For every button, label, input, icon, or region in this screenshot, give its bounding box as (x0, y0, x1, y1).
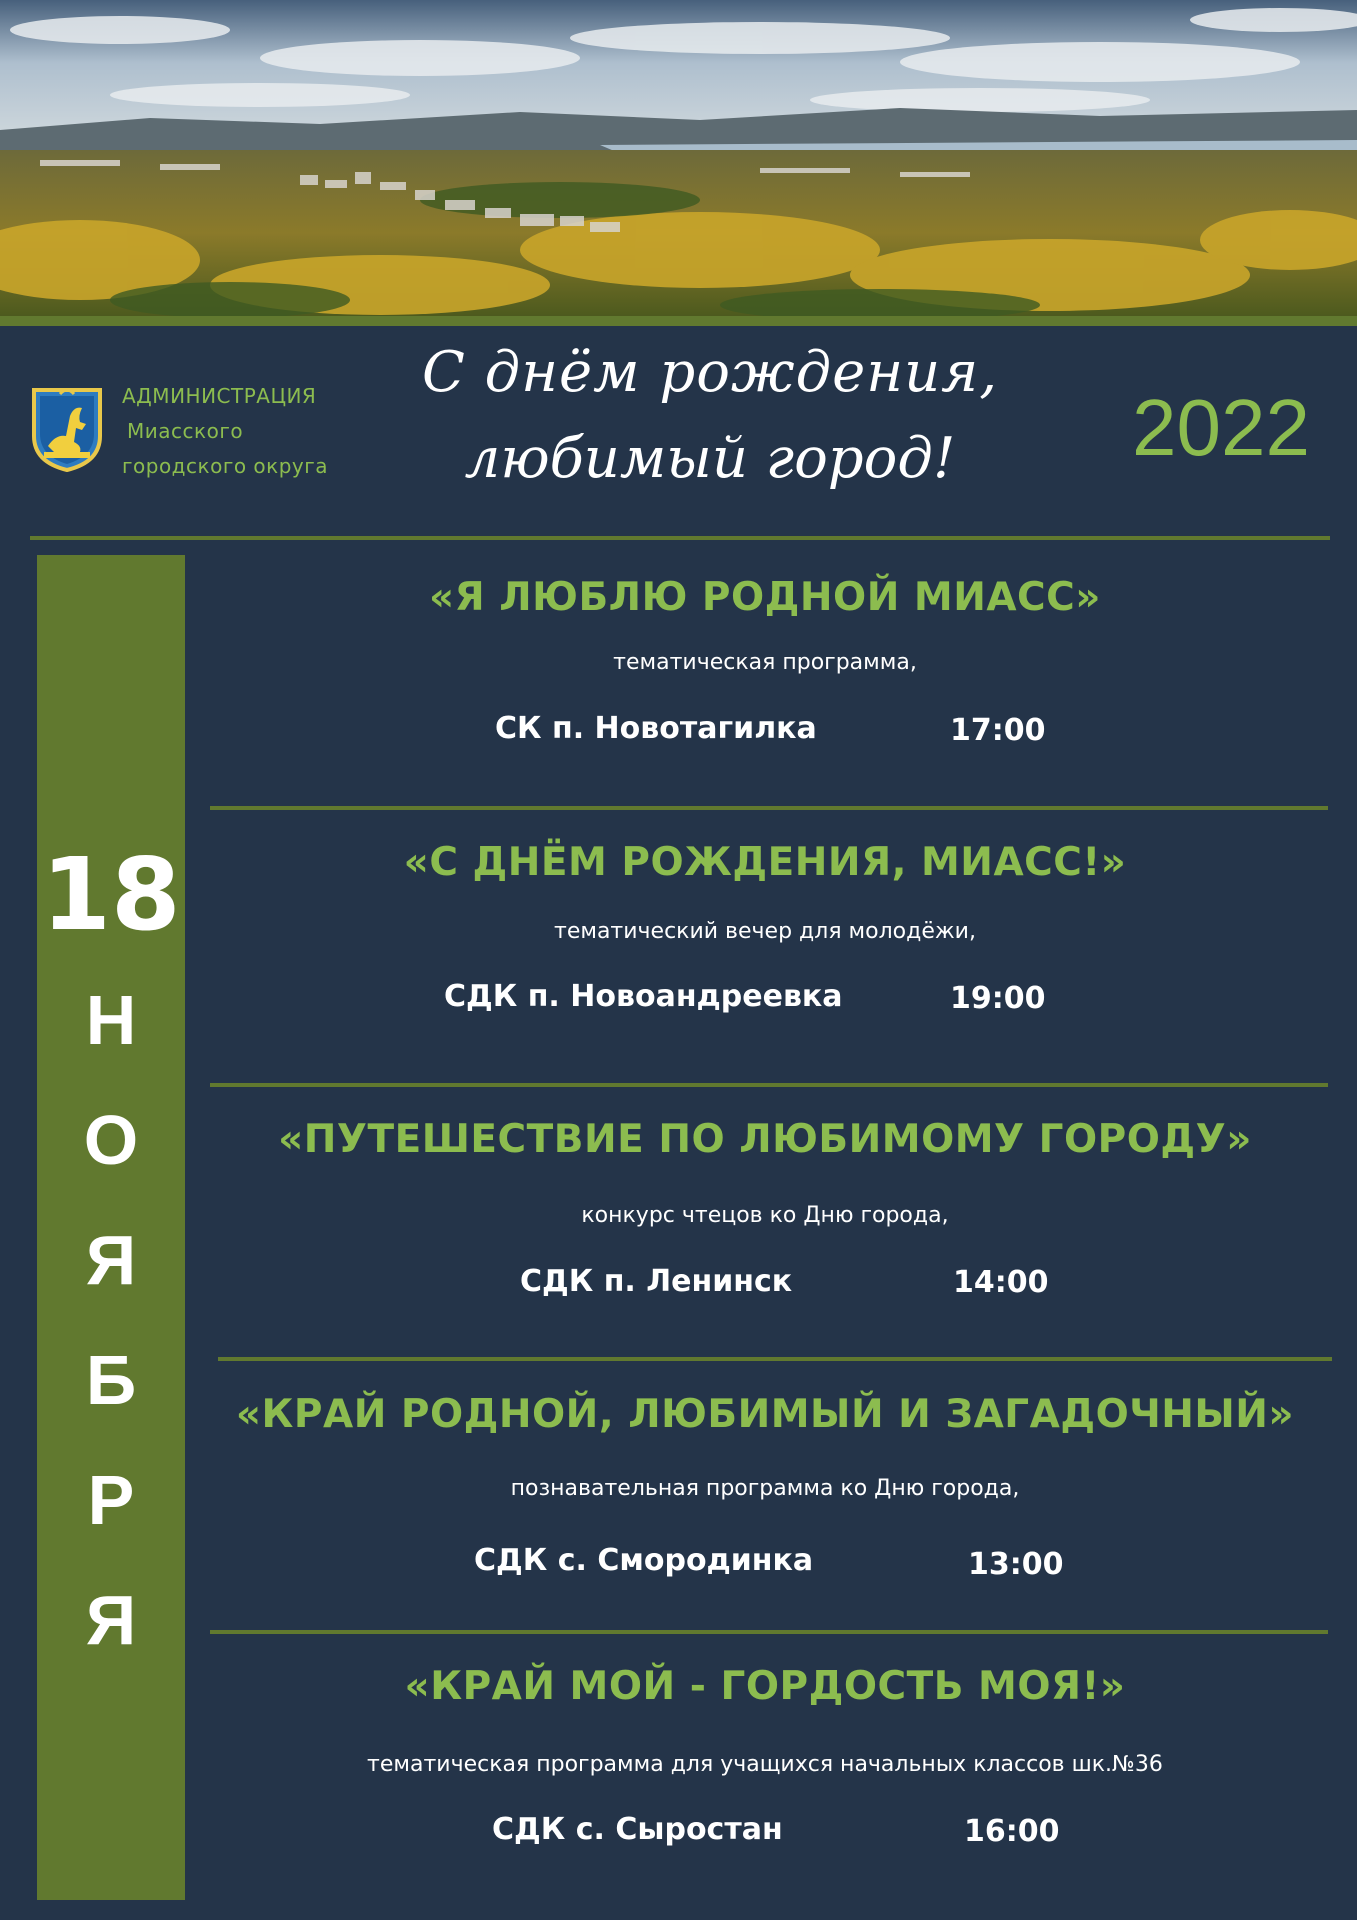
year: 2022 (1132, 383, 1310, 472)
event-divider (218, 1357, 1332, 1361)
event-time: 16:00 (964, 1814, 1060, 1849)
city-coat-of-arms-icon (30, 386, 104, 472)
event-title: «КРАЙ МОЙ - ГОРДОСТЬ МОЯ!» (404, 1664, 1126, 1709)
event-venue: СДК п. Ленинск (520, 1264, 793, 1299)
greeting-line: С днём рождения, (421, 340, 999, 405)
event-time: 19:00 (950, 981, 1046, 1016)
month-letter: Я (85, 1581, 137, 1659)
month-letter: Б (85, 1341, 137, 1419)
event-description: тематическая программа, (613, 650, 917, 675)
event-description: познавательная программа ко Дню города, (510, 1476, 1020, 1501)
landscape-photo (0, 0, 1357, 316)
event-title: «С ДНЁМ РОЖДЕНИЯ, МИАСС!» (403, 840, 1127, 885)
org-name-line: городского округа (122, 454, 329, 478)
event-time: 13:00 (968, 1547, 1064, 1582)
org-name-line: Миасского (127, 419, 244, 443)
header-divider (30, 536, 1330, 540)
event-venue: СДК с. Сыростан (492, 1812, 783, 1847)
event-title: «КРАЙ РОДНОЙ, ЛЮБИМЫЙ И ЗАГАДОЧНЫЙ» (235, 1392, 1295, 1437)
event-venue: СДК с. Смородинка (474, 1543, 814, 1578)
event-time: 17:00 (950, 713, 1046, 748)
month-letter: Р (87, 1461, 135, 1539)
event-divider (210, 806, 1328, 810)
header (0, 326, 1357, 536)
month-letter: Я (85, 1221, 137, 1299)
day-number: 18 (41, 836, 181, 953)
photo-bottom-border (0, 316, 1357, 326)
event-venue: СДК п. Новоандреевка (444, 979, 843, 1014)
event-divider (210, 1083, 1328, 1087)
month-letter: Н (85, 981, 137, 1059)
month-letter: О (83, 1101, 139, 1179)
event-time: 14:00 (953, 1265, 1049, 1300)
event-title: «Я ЛЮБЛЮ РОДНОЙ МИАСС» (428, 575, 1101, 620)
event-title: «ПУТЕШЕСТВИЕ ПО ЛЮБИМОМУ ГОРОДУ» (278, 1117, 1252, 1162)
date-band (37, 555, 185, 1900)
event-description: конкурс чтецов ко Дню города, (581, 1203, 949, 1228)
org-name-line: АДМИНИСТРАЦИЯ (122, 384, 317, 408)
event-venue: СК п. Новотагилка (495, 711, 817, 746)
greeting-line: любимый город! (464, 426, 956, 491)
event-description: тематическая программа для учащихся начальных классов шк.№36 (367, 1752, 1163, 1777)
event-divider (210, 1630, 1328, 1634)
event-description: тематический вечер для молодёжи, (554, 919, 976, 944)
